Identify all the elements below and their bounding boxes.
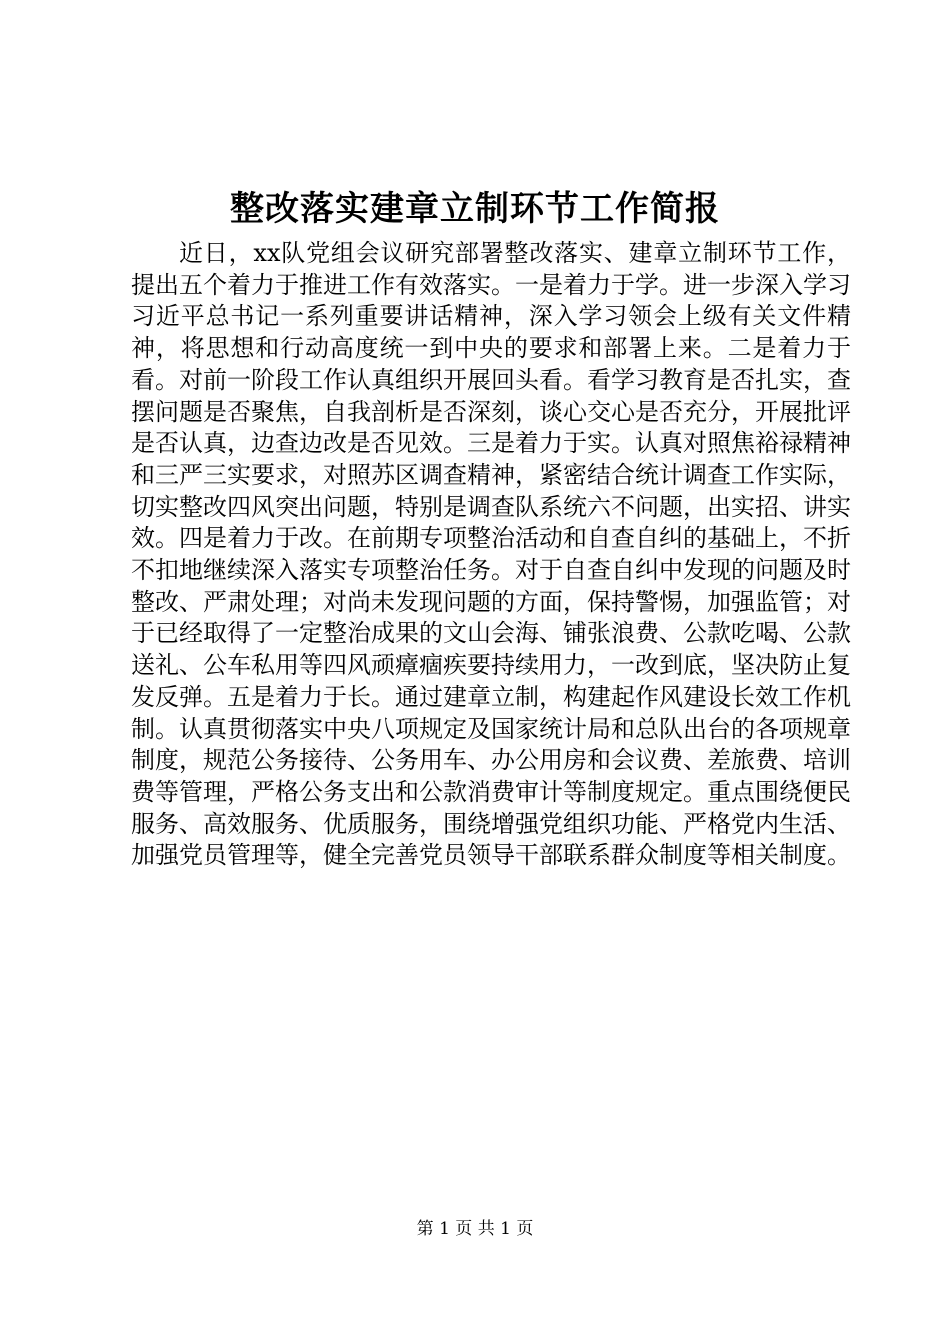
document-body-paragraph: 近日，xx队党组会议研究部署整改落实、建章立制环节工作，提出五个着力于推进工作有效落实。一是着力于学。进一步深入学习习近平总书记一系列重要讲话精神，深入学习领会上级有关文件精神，将思想和行动高度统一到中央的要求和部署上来。二是着力于看。对前一阶段工作认真组织开展回头看。看学习教育是否扎实，查摆问题是否聚焦，自我剖析是否深刻，谈心交心是否充分，开展批评是否认真，边查边改是否见效。三是着力于实。认真对照焦裕禄精神和三严三实要求，对照苏区调查精神，紧密结合统计调查工作实际，切实整改四风突出问题，特别是调查队系统六不问题，出实招、讲实效。四是着力于改。在前期专项整治活动和自查自纠的基础上，不折不扣地继续深入落实专项整治任务。对于自查自纠中发现的问题及时整改、严肃处理；对尚未发现问题的方面，保持警惕，加强监管；对于已经取得了一定整治成果的文山会海、铺张浪费、公款吃喝、公款送礼、公车私用等四风顽瘴痼疾要持续用力，一改到底，坚决防止复发反弹。五是着力于长。通过建章立制，构建起作风建设长效工作机制。认真贯彻落实中央八项规定及国家统计局和总队出台的各项规章制度，规范公务接待、公务用车、办公用房和会议费、差旅费、培训费等管理，严格公务支出和公款消费审计等制度规定。重点围绕便民服务、高效服务、优质服务，围绕增强党组织功能、严格党内生活、加强党员管理等，健全完善党员领导干部联系群众制度等相关制度。: [131, 239, 851, 870]
document-title: 整改落实建章立制环节工作简报: [230, 189, 720, 229]
page-footer: 第 1 页 共 1 页: [416, 1219, 534, 1239]
